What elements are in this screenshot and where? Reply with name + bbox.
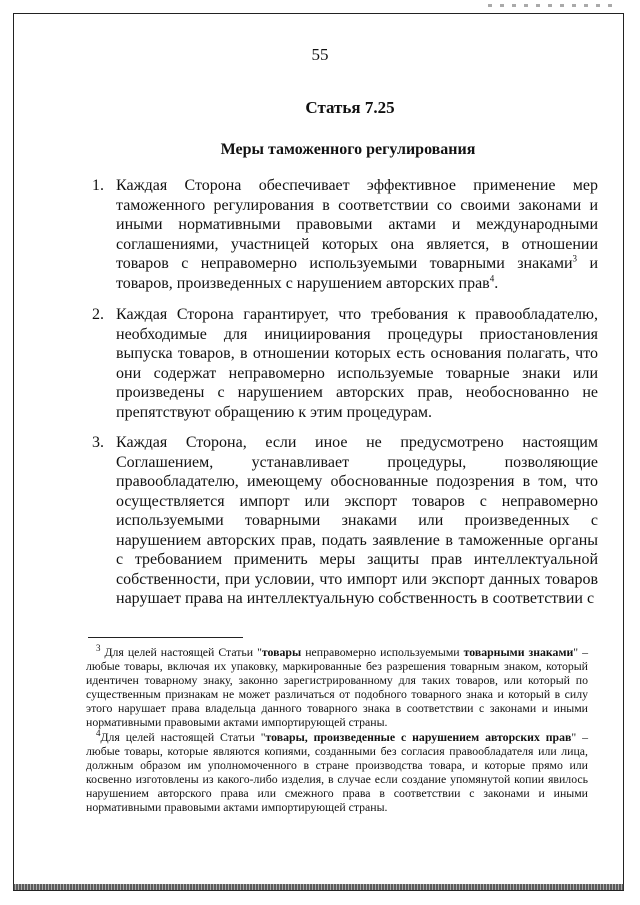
footnote-term: товары — [261, 645, 302, 659]
footnote-term: товарными знаками — [463, 645, 574, 659]
footnote-ref[interactable]: 3 — [572, 253, 578, 264]
clause-2 — [92, 305, 598, 422]
footnote-text: " – любые товары, которые являются копиями, созданными без согласия правообладателя или лица, должным образом им уполномоченного в стране производства товара, и которые прямо или косвенно изготовлены из какого-либо изделия, в случае если создание упомянутой копии явилось нарушением авторского права или смежного права в соответствии с законами и иными нормативными правовыми актами импортирующей страны. — [86, 729, 588, 815]
clause-number: 2. — [92, 306, 104, 323]
footnote-term: товары, произведенные с нарушением авторских прав — [265, 729, 572, 744]
footnote-3 — [86, 645, 588, 730]
article-title: Статья 7.25 — [305, 98, 395, 117]
scan-edge — [13, 884, 624, 890]
scan-artifact — [488, 4, 618, 7]
clause-text: Каждая Сторона гарантирует, что требования к правообладателю, необходимые для инициирования процедуры приостановления выпуска товаров, в отношении которых есть основания полагать, что они содержат неправомерно используемые товарные знаки или произведены с нарушением авторских прав, необоснованно не препятствуют обращению к этим процедурам. — [116, 306, 598, 421]
page-number: 55 — [311, 45, 329, 64]
footnote-4 — [86, 727, 588, 815]
footnote-separator — [88, 637, 243, 638]
footnote-text: Для целей настоящей Статьи " — [100, 645, 262, 659]
clause-text: . — [494, 274, 499, 292]
clause-1 — [92, 176, 598, 293]
article-subtitle: Меры таможенного регулирования — [220, 141, 476, 158]
footnotes — [86, 645, 588, 814]
clause-number: 1. — [92, 177, 104, 194]
footnote-ref[interactable]: 4 — [489, 273, 495, 284]
footnote-marker: 4 — [96, 727, 101, 738]
footnote-text: неправомерно используемыми — [301, 645, 464, 659]
clause-text: и товаров, произведенных с нарушением авторских прав — [116, 255, 598, 292]
footnote-text: Для целей настоящей Статьи " — [100, 729, 266, 744]
clause-3 — [92, 433, 598, 609]
clause-text: Каждая Сторона обеспечивает эффективное применение мер таможенного регулирования в соответствии со своими законами и иными нормативными правовыми актами и международными соглашениями, участницей которых она является, в отношении товаров с неправомерно используемыми товарными знаками — [116, 177, 598, 272]
clause-number: 3. — [92, 434, 104, 451]
footnote-text: " – любые товары, включая их упаковку, маркированные без разрешения товарным знаком, который идентичен товарному знаку, законно зарегистрированному для таких товаров, или который по существенным признакам не может различаться от подобного товарного знака и который в силу этого нарушает права владельца данного товарного знака в соответствии с законами и иными нормативными правовыми актами импортирующей страны. — [86, 645, 588, 730]
clause-text: Каждая Сторона, если иное не предусмотрено настоящим Соглашением, устанавливает процедуры, позволяющие правообладателю, имеющему обоснованные подозрения в том, что осуществляется импорт или экспорт товаров с неправомерно используемыми товарными знаками или произведенных с нарушением авторских прав, подать заявление в таможенные органы с требованием применить меры защиты прав интеллектуальной собственности, при условии, что импорт или экспорт данных товаров нарушает права на интеллектуальную собственность в соответствии с — [116, 434, 598, 607]
footnote-marker: 3 — [96, 643, 101, 654]
